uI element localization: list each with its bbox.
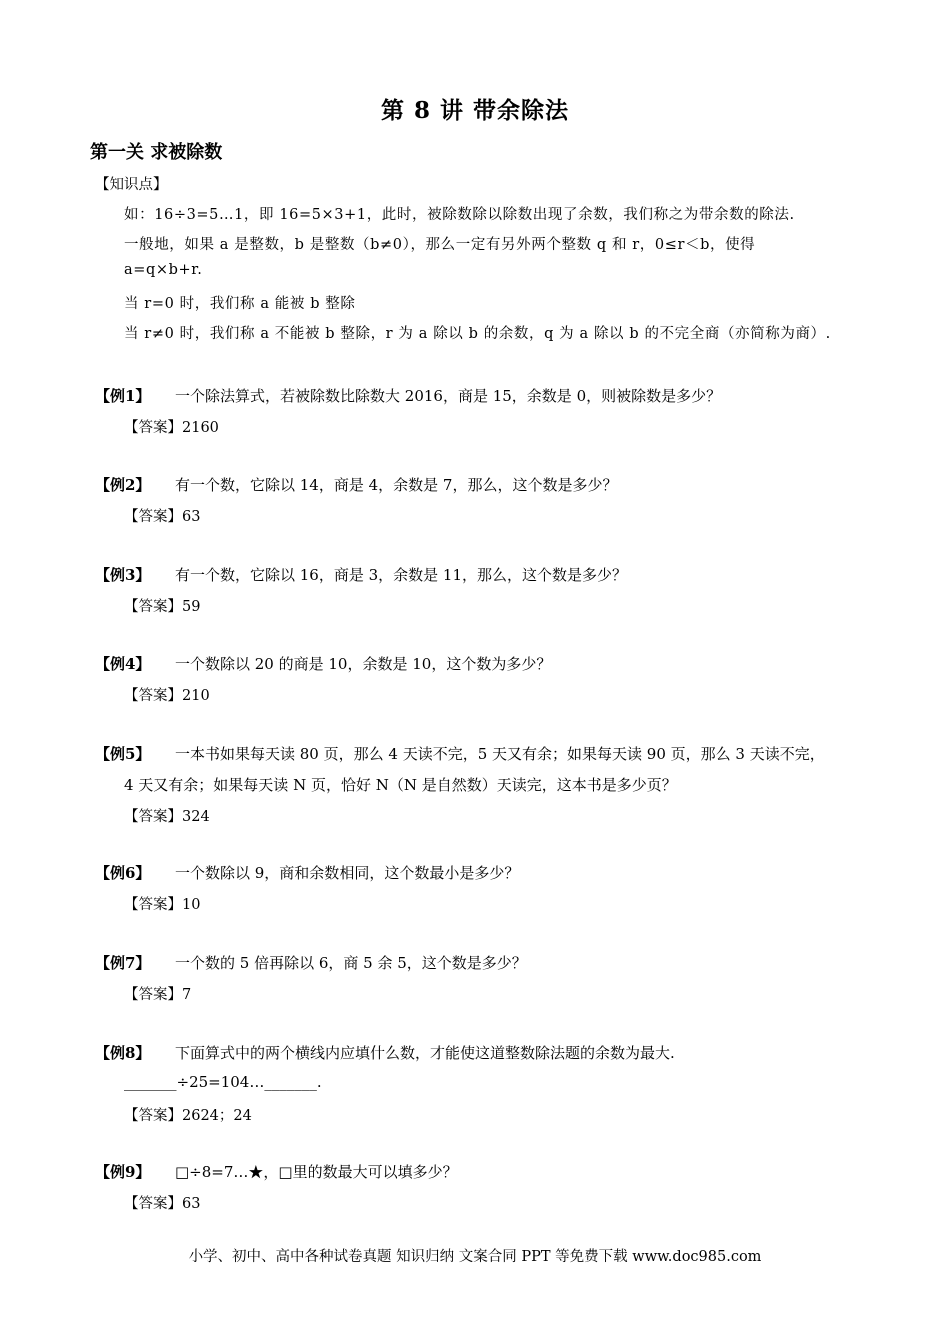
example-answer: 【答案】2624；24 bbox=[124, 1108, 252, 1124]
example-answer: 【答案】7 bbox=[124, 987, 192, 1003]
example-answer: 【答案】2160 bbox=[124, 420, 219, 436]
knowledge-line: a=q×b+r. bbox=[124, 262, 203, 278]
example-question: 一本书如果每天读 80 页，那么 4 天读不完，5 天又有余；如果每天读 90 页，那么 3 天读不完， bbox=[175, 745, 825, 763]
example-answer: 【答案】10 bbox=[124, 897, 201, 913]
example-label: 【例1】 bbox=[95, 387, 151, 405]
knowledge-heading: 【知识点】 bbox=[95, 177, 168, 193]
example-equation: _______÷25=104…_______. bbox=[124, 1073, 322, 1091]
knowledge-line: 当 r=0 时，我们称 a 能被 b 整除 bbox=[124, 296, 356, 312]
page-title: 第 8 讲 带余除法 bbox=[380, 97, 570, 124]
example-label: 【例9】 bbox=[95, 1163, 151, 1181]
example-answer: 【答案】210 bbox=[124, 688, 210, 704]
example-label: 【例2】 bbox=[95, 476, 151, 494]
knowledge-line: 当 r≠0 时，我们称 a 不能被 b 整除，r 为 a 除以 b 的余数，q 为 a 除以 b 的不完全商（亦简称为商）. bbox=[124, 326, 831, 342]
example-question: □÷8=7…★，□里的数最大可以填多少？ bbox=[175, 1163, 458, 1181]
example-answer: 【答案】63 bbox=[124, 509, 201, 525]
example-question: 有一个数，它除以 16，商是 3，余数是 11，那么，这个数是多少？ bbox=[175, 566, 628, 584]
example-label: 【例4】 bbox=[95, 655, 151, 673]
example-answer: 【答案】63 bbox=[124, 1196, 201, 1212]
example-question: 下面算式中的两个横线内应填什么数，才能使这道整数除法题的余数为最大. bbox=[175, 1044, 675, 1062]
page-footer: 小学、初中、高中各种试卷真题 知识归纳 文案合同 PPT 等免费下载 www.doc985.com bbox=[188, 1249, 762, 1265]
example-label: 【例5】 bbox=[95, 745, 151, 763]
example-question: 一个除法算式，若被除数比除数大 2016，商是 15，余数是 0，则被除数是多少？ bbox=[175, 387, 722, 405]
example-label: 【例7】 bbox=[95, 954, 151, 972]
section-title: 第一关 求被除数 bbox=[90, 142, 223, 163]
example-question: 一个数除以 9，商和余数相同，这个数最小是多少？ bbox=[175, 864, 520, 882]
knowledge-line: 如：16÷3=5…1，即 16=5×3+1，此时，被除数除以除数出现了余数，我们称之为带余数的除法. bbox=[124, 207, 795, 223]
example-question: 有一个数，它除以 14，商是 4，余数是 7，那么，这个数是多少？ bbox=[175, 476, 618, 494]
example-label: 【例8】 bbox=[95, 1044, 151, 1062]
example-question: 一个数除以 20 的商是 10，余数是 10，这个数为多少？ bbox=[175, 655, 552, 673]
example-label: 【例6】 bbox=[95, 864, 151, 882]
example-answer: 【答案】324 bbox=[124, 809, 210, 825]
knowledge-line: 一般地，如果 a 是整数，b 是整数（b≠0），那么一定有另外两个整数 q 和 r，0≤r＜b，使得 bbox=[124, 237, 756, 253]
example-label: 【例3】 bbox=[95, 566, 151, 584]
example-question: 一个数的 5 倍再除以 6，商 5 余 5，这个数是多少？ bbox=[175, 954, 527, 972]
example-question-continued: 4 天又有余；如果每天读 N 页，恰好 N（N 是自然数）天读完，这本书是多少页？ bbox=[124, 776, 677, 794]
example-answer: 【答案】59 bbox=[124, 599, 201, 615]
